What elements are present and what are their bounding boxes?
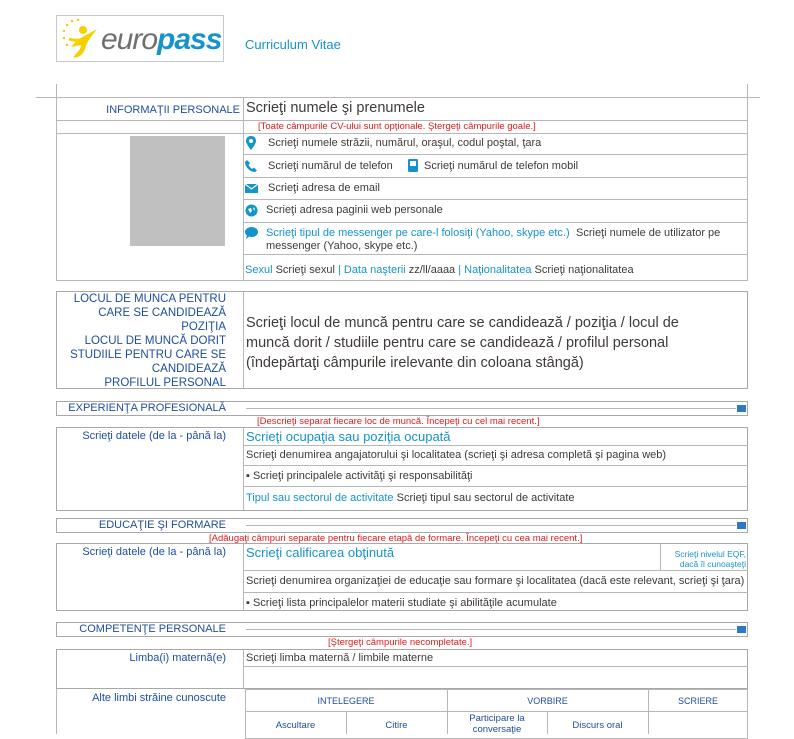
- col-speaking: VORBIRE: [527, 696, 568, 706]
- separator: |: [337, 264, 341, 276]
- job-label-line: LOCUL DE MUNCA PENTRU: [73, 293, 226, 305]
- job-label-line: STUDIILE PENTRU CARE SE: [70, 349, 226, 361]
- sub-reading: Citire: [385, 720, 408, 731]
- sector-field[interactable]: Scrieţi tipul sau sectorul de activitate: [396, 492, 575, 504]
- foreign-languages-label: Alte limbi străine cunoscute: [92, 692, 226, 704]
- photo-placeholder[interactable]: [130, 136, 225, 246]
- personal-info-heading: INFORMAŢII PERSONALE: [106, 104, 240, 116]
- phone-icon: [245, 160, 257, 172]
- name-field[interactable]: Scrieţi numele şi prenumele: [246, 100, 425, 116]
- experience-dates[interactable]: Scrieţi datele (de la - până la): [82, 430, 226, 442]
- logo-pass: pass: [157, 23, 222, 56]
- job-label-line: LOCUL DE MUNCĂ DORIT: [84, 335, 226, 347]
- education-note: [Adăugaţi câmpuri separate pentru fiecare etapă de formare. Începeţi cu cea mai recent.]: [209, 533, 583, 544]
- birth-date-field[interactable]: zz/ll/aaaa: [408, 264, 456, 276]
- section-marker: [737, 405, 746, 412]
- qualification-field[interactable]: Scrieţi calificarea obţinută: [246, 545, 395, 560]
- col-writing: SCRIERE: [677, 696, 718, 706]
- mother-tongue-field[interactable]: Scrieţi limba maternă / limbile materne: [246, 652, 434, 664]
- nationality-label: Naţionalitatea: [464, 264, 532, 276]
- personal-details-line: [245, 264, 634, 276]
- education-dates[interactable]: Scrieţi datele (de la - până la): [82, 546, 226, 558]
- messenger-icon: [245, 227, 258, 239]
- mobile-icon: [408, 159, 418, 172]
- education-heading: EDUCAŢIE ŞI FORMARE: [98, 519, 226, 531]
- job-label-line: PROFILUL PERSONAL: [104, 377, 226, 389]
- skills-note: [Ştergeţi câmpurile necompletate.]: [328, 637, 473, 648]
- sub-interaction: [447, 713, 547, 735]
- activities-field[interactable]: ▪ Scrieţi principalele activităţi şi responsabilităţi: [246, 470, 473, 482]
- sub-listening: Ascultare: [275, 720, 316, 731]
- eqf-level-field[interactable]: [662, 549, 746, 569]
- job-applied-text[interactable]: [246, 313, 679, 373]
- section-marker: [737, 522, 746, 529]
- messenger-username-field-cont: messenger (Yahoo, skype etc.): [266, 240, 418, 252]
- separator: |: [458, 264, 462, 276]
- section-marker: [737, 626, 746, 633]
- location-icon: [246, 136, 256, 150]
- experience-note: [Descrieţi separat fiecare loc de muncă. Începeţi cu cel mai recent.]: [257, 416, 540, 427]
- sex-field[interactable]: Scrieţi sexul: [275, 264, 335, 276]
- web-field[interactable]: Scrieţi adresa paginii web personale: [266, 204, 443, 216]
- job-text-line: (îndepărtaţi câmpurile irelevante din coloana stângă): [246, 355, 584, 371]
- skills-heading: COMPETENŢE PERSONALE: [79, 623, 226, 635]
- sector-line: [246, 492, 575, 504]
- job-label-line: POZIŢIA: [181, 321, 226, 333]
- sub-production: Discurs oral: [572, 720, 623, 731]
- logo-euro: euro: [101, 23, 158, 56]
- employer-field[interactable]: Scrieţi denumirea angajatorului şi localitatea (scrieţi şi adresa completă şi pagina web): [246, 449, 667, 461]
- sex-label: Sexul: [245, 264, 273, 276]
- phone-field[interactable]: Scrieţi numărul de telefon: [268, 160, 393, 172]
- page-title: Curriculum Vitae: [245, 37, 341, 52]
- optional-fields-note: [Toate câmpurile CV-ului sunt opţionale. Ştergeţi câmpurile goale.]: [258, 121, 536, 132]
- europass-logo: [56, 15, 224, 62]
- job-label-line: CARE SE CANDIDEAZĂ: [98, 307, 226, 319]
- messenger-username-field[interactable]: Scrieţi numele de utilizator pe: [576, 227, 721, 239]
- organisation-field[interactable]: Scrieţi denumirea organizaţiei de educaţie sau formare şi localitatea (dacă este relevant, scrieţi şi ţara): [246, 575, 745, 587]
- job-label-line: CANDIDEAZĂ: [151, 363, 226, 375]
- messenger-type-label: Scrieţi tipul de messenger pe care-l folosiţi (Yahoo, skype etc.): [266, 227, 570, 239]
- eqf-line: dacă îl cunoaşteţi: [679, 559, 746, 569]
- subjects-field[interactable]: ▪ Scrieţi lista principalelor materii studiate şi abilităţile acumulate: [246, 597, 557, 609]
- email-icon: [245, 184, 258, 193]
- job-applied-labels: [60, 292, 226, 390]
- mobile-field[interactable]: Scrieţi numărul de telefon mobil: [424, 160, 579, 172]
- mother-tongue-label: Limba(i) maternă(e): [129, 652, 226, 664]
- birth-date-label: Data naşterii: [343, 264, 406, 276]
- occupation-field[interactable]: Scrieţi ocupaţia sau poziţia ocupată: [246, 429, 451, 444]
- nationality-field[interactable]: Scrieţi naţionalitatea: [534, 264, 634, 276]
- job-text-line: Scrieţi locul de muncă pentru care se candidează / poziţia / locul de: [246, 315, 679, 331]
- web-icon: [245, 204, 258, 217]
- sub-interaction-line: Participare la: [469, 713, 525, 724]
- eqf-line: Scrieţi nivelul EQF,: [674, 549, 746, 559]
- sub-interaction-line: conversaţie: [472, 724, 522, 735]
- address-field[interactable]: Scrieţi numele străzii, numărul, oraşul, codul poştal, ţara: [268, 137, 542, 149]
- sector-label: Tipul sau sectorul de activitate: [246, 492, 394, 504]
- email-field[interactable]: Scrieţi adresa de email: [268, 182, 380, 194]
- col-understanding: INTELEGERE: [317, 696, 375, 706]
- job-text-line: muncă dorit / studiile pentru care se candidează / profilul personal: [246, 335, 669, 351]
- experience-heading: EXPERIENŢA PROFESIONALĂ: [68, 402, 226, 414]
- europass-figure-icon: [61, 17, 101, 61]
